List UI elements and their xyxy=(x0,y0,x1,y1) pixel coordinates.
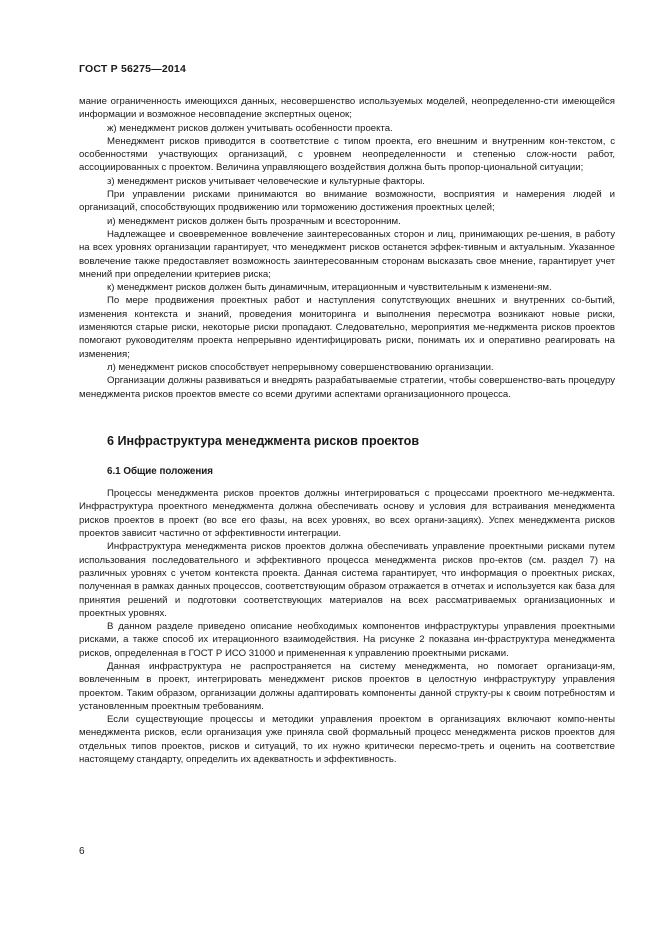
section-spacer xyxy=(79,401,615,416)
paragraph: Инфраструктура менеджмента рисков проектов должна обеспечивать управление проектными рисками путем использования последовательного и эффективного процесса менеджмента рисков про-ектов (см. раздел 7) на различных уровнях с учетом контекста проекта. Данная система гарантирует, что информация о проектных рисках, полученная в рамках данных процессов, соответствующим образом отражается в отчетах и используется как база для принятия решений и подготовки соответствующих материалов на всех рассматриваемых организационных и проектных уровнях. xyxy=(79,541,615,619)
document-body xyxy=(79,95,615,766)
paragraph: Если существующие процессы и методики управления проектом в организациях включают компо-ненты менеджмента рисков, если организация уже приняла свой формальный процесс менеджмента рисков проектов для отдельных типов проектов, рисков и ситуаций, то их нужно критически пересмо-треть и оценить на соответствие настоящему стандарту, определить их адекватность и эффективность. xyxy=(79,714,615,766)
paragraph: и) менеджмент рисков должен быть прозрачным и всесторонним. xyxy=(107,215,401,227)
paragraph: л) менеджмент рисков способствует непрерывному совершенствованию организации. xyxy=(107,361,494,373)
paragraph: В данном разделе приведено описание необходимых компонентов инфраструктуры управления проектными рисками, а также способ их итерационного взаимодействия. На рисунке 2 показана ин-фраструктура менеджмента рисков, определенная в ГОСТ Р ИСО 31000 и примененная к управлению проектными рисками. xyxy=(79,621,615,659)
paragraph: ж) менеджмент рисков должен учитывать особенности проекта. xyxy=(107,122,393,134)
paragraph: к) менеджмент рисков должен быть динамичным, итерационным и чувствительным к изменени-ям. xyxy=(107,282,552,294)
paragraph: з) менеджмент рисков учитывает человеческие и культурные факторы. xyxy=(107,175,425,187)
paragraph: Данная инфраструктура не распространяется на систему менеджмента, но помогает организаци-ям, вовлеченным в проект, интегрировать менеджмент рисков проектов в целостную инфраструктуру управления проектом. Таким образом, организации должны адаптировать компоненты данной структу-ры к своим потребностям и установленным проектным требованиям. xyxy=(79,660,615,712)
paragraph: мание ограниченность имеющихся данных, несовершенство используемых моделей, неопределенно-сти имеющейся информации и возможное несовпадение экспертных оценок; xyxy=(79,96,615,121)
paragraph: Надлежащее и своевременное вовлечение заинтересованных сторон и лиц, принимающих ре-шения, в работу на всех уровнях организации гарантирует, что менеджмент рисков останется эффек-тивным и актуальным. Указанное вовлечение также предоставляет возможность заинтересованным сторонам высказать свое мнение, гарантирует учет мнений при определении критериев риска; xyxy=(79,228,615,280)
section-heading: 6 Инфраструктура менеджмента рисков проектов xyxy=(107,433,420,448)
subsection-heading: 6.1 Общие положения xyxy=(107,465,214,477)
paragraph: По мере продвижения проектных работ и наступления сопутствующих внешних и внутренних со-бытий, изменения контекста и знаний, проведения мониторинга и выполнения пересмотра возникают новые риски, изменяются старые риски, некоторые риски пропадают. Следовательно, мероприятия ме-неджмента рисков проектов помогают руководителям проекта непрерывно идентифицировать риски, понимать их и оперативно реагировать на изменения; xyxy=(79,295,615,360)
paragraph: При управлении рисками принимаются во внимание возможности, восприятия и намерения людей и организаций, способствующих продвижению или торможению достижения проектных целей; xyxy=(79,189,615,214)
paragraph: Организации должны развиваться и внедрять разрабатываемые стратегии, чтобы совершенство-вать процедуру менеджмента рисков проектов вместе со всеми другими аспектами организационного процесса. xyxy=(79,375,615,400)
document-header: ГОСТ Р 56275—2014 xyxy=(79,63,187,75)
page-number: 6 xyxy=(79,846,85,857)
paragraph: Процессы менеджмента рисков проектов должны интегрироваться с процессами проектного ме-неджмента. Инфраструктура проектного менеджмента должна обеспечивать основу и условия для встраивания менеджмента рисков проектов в проект (во все его фазы, на всех уровнях, во всех органи-зациях). Успех менеджмента рисков проектов зависит частично от эффективности интеграции. xyxy=(79,488,615,540)
paragraph: Менеджмент рисков приводится в соответствие с типом проекта, его внешним и внутренним кон-текстом, с особенностями участвующих организаций, с уровнем неопределенности и степенью слож-ности работ, ассоциированных с проектом. Величина управляющего воздействия должна быть пропор-циональной ситуации; xyxy=(79,135,615,174)
